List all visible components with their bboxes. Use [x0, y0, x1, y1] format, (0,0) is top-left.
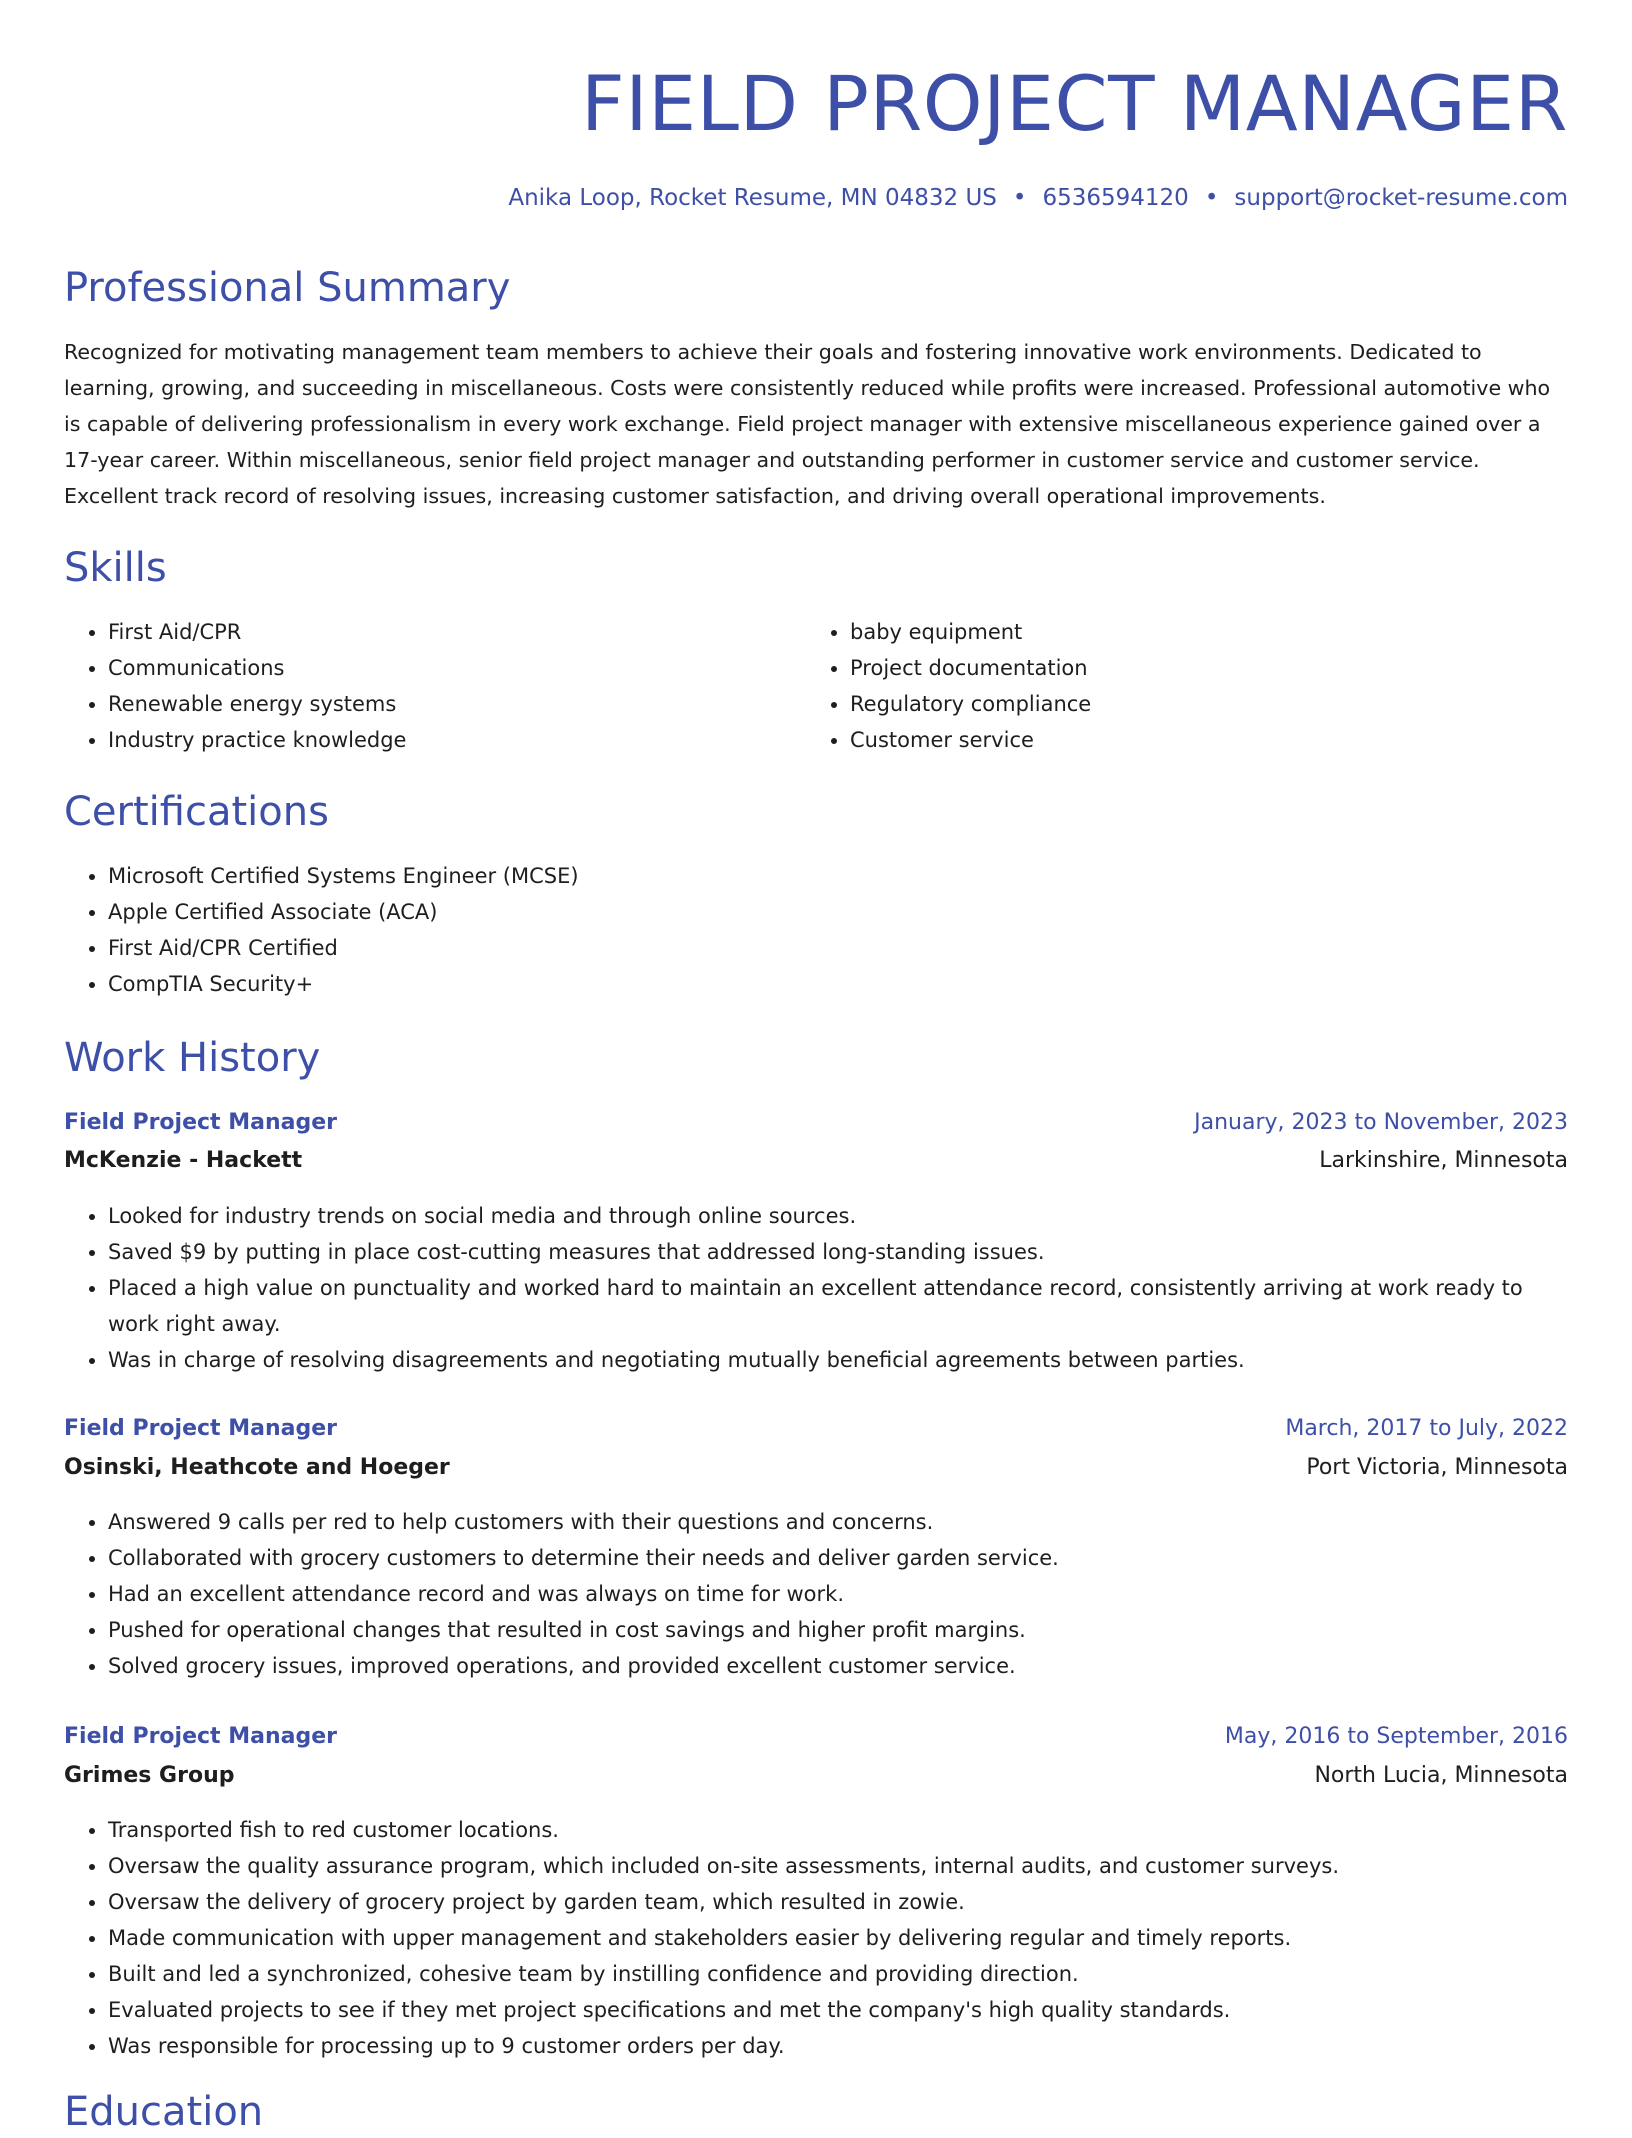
job-bullet: • Oversaw the delivery of grocery project by garden team, which resulted in zowie. — [108, 1884, 1568, 1920]
certifications-block — [64, 858, 1568, 1002]
job-bullet: • Looked for industry trends on social media and through online sources. — [108, 1198, 1568, 1234]
summary-text: Recognized for motivating management team members to achieve their goals and fostering innovative work environments. Dedicated to learning, growing, and succeeding in miscellaneous. Costs were consistently reduced while profits were increased. Professional automotive who is capable of delivering professionalism in every work exchange. Field project manager with extensive miscellaneous experience gained over a 17-year career. Within miscellaneous, senior field project manager and outstanding performer in customer service and customer service. Excellent track record of resolving issues, increasing customer satisfaction, and driving overall operational improvements. — [64, 340, 1551, 508]
job-bullet: • Placed a high value on punctuality and worked hard to maintain an excellent attendance record, consistently arriving at work ready to work right away. — [108, 1270, 1568, 1342]
skill-item: • Customer service — [850, 722, 1506, 758]
contact-separator: • — [1012, 185, 1027, 211]
job-bullet: • Was in charge of resolving disagreements and negotiating mutually beneficial agreements between parties. — [108, 1342, 1568, 1378]
job-title: Field Project Manager — [64, 1110, 337, 1135]
work-history-heading: Work History — [64, 1035, 321, 1081]
certifications-list — [64, 858, 1568, 1002]
job-bullets — [64, 1198, 1568, 1378]
job-bullet: • Evaluated projects to see if they met project specifications and met the company's high quality standards. — [108, 1992, 1568, 2028]
certification-item: • First Aid/CPR Certified — [108, 930, 1568, 966]
skill-item: • Regulatory compliance — [850, 686, 1506, 722]
job-bullets — [64, 1812, 1568, 2064]
skill-item: • baby equipment — [850, 614, 1506, 650]
job-bullet: • Built and led a synchronized, cohesive team by instilling confidence and providing direction. — [108, 1956, 1568, 1992]
job-bullet: • Answered 9 calls per red to help customers with their questions and concerns. — [108, 1504, 1568, 1540]
skill-item: • Communications — [108, 650, 764, 686]
skills-heading: Skills — [64, 545, 167, 591]
job-bullet: • Pushed for operational changes that resulted in cost savings and higher profit margins. — [108, 1612, 1568, 1648]
contact-line — [508, 180, 1568, 216]
job-location: Larkinshire, Minnesota — [1319, 1148, 1568, 1173]
job-bullet: • Transported fish to red customer locations. — [108, 1812, 1568, 1848]
job-bullet: • Saved $9 by putting in place cost-cutting measures that addressed long-standing issues. — [108, 1234, 1568, 1270]
skills-column-left — [64, 614, 764, 758]
summary-heading: Professional Summary — [64, 265, 511, 311]
job-bullet: • Solved grocery issues, improved operations, and provided excellent customer service. — [108, 1648, 1568, 1684]
job-bullets — [64, 1504, 1568, 1684]
skill-item: • Renewable energy systems — [108, 686, 764, 722]
job-location: North Lucia, Minnesota — [1314, 1763, 1568, 1788]
job-company: Osinski, Heathcote and Hoeger — [64, 1455, 450, 1480]
skill-item: • First Aid/CPR — [108, 614, 764, 650]
job-bullets-block — [64, 1504, 1568, 1684]
job-company: Grimes Group — [64, 1763, 235, 1788]
job-bullet: • Oversaw the quality assurance program, which included on-site assessments, internal audits, and customer surveys. — [108, 1848, 1568, 1884]
job-bullet: • Collaborated with grocery customers to determine their needs and deliver garden service. — [108, 1540, 1568, 1576]
skill-item: • Industry practice knowledge — [108, 722, 764, 758]
contact-address: Anika Loop, Rocket Resume, MN 04832 US — [508, 185, 997, 211]
contact-email: support@rocket-resume.com — [1234, 185, 1568, 211]
skills-list-left — [64, 614, 764, 758]
job-dates: May, 2016 to September, 2016 — [1224, 1724, 1568, 1749]
job-title: Field Project Manager — [64, 1724, 337, 1749]
job-bullets-block — [64, 1198, 1568, 1378]
job-title: Field Project Manager — [64, 1416, 337, 1441]
skills-column-right — [806, 614, 1506, 758]
contact-phone: 6536594120 — [1042, 185, 1189, 211]
job-bullet: • Had an excellent attendance record and was always on time for work. — [108, 1576, 1568, 1612]
job-dates: March, 2017 to July, 2022 — [1285, 1416, 1568, 1441]
job-location: Port Victoria, Minnesota — [1306, 1455, 1568, 1480]
job-bullets-block — [64, 1812, 1568, 2064]
certification-item: • Apple Certified Associate (ACA) — [108, 894, 1568, 930]
resume-title: FIELD PROJECT MANAGER — [581, 59, 1568, 148]
skills-list-right — [806, 614, 1506, 758]
job-bullet: • Was responsible for processing up to 9 customer orders per day. — [108, 2028, 1568, 2064]
contact-separator: • — [1204, 185, 1219, 211]
job-bullet: • Made communication with upper management and stakeholders easier by delivering regular and timely reports. — [108, 1920, 1568, 1956]
skill-item: • Project documentation — [850, 650, 1506, 686]
certification-item: • Microsoft Certified Systems Engineer (MCSE) — [108, 858, 1568, 894]
job-dates: January, 2023 to November, 2023 — [1194, 1110, 1568, 1135]
job-company: McKenzie - Hackett — [64, 1148, 303, 1173]
certification-item: • CompTIA Security+ — [108, 966, 1568, 1002]
certifications-heading: Certifications — [64, 789, 329, 835]
resume-page — [64, 0, 1568, 2135]
education-heading: Education — [64, 2089, 264, 2135]
